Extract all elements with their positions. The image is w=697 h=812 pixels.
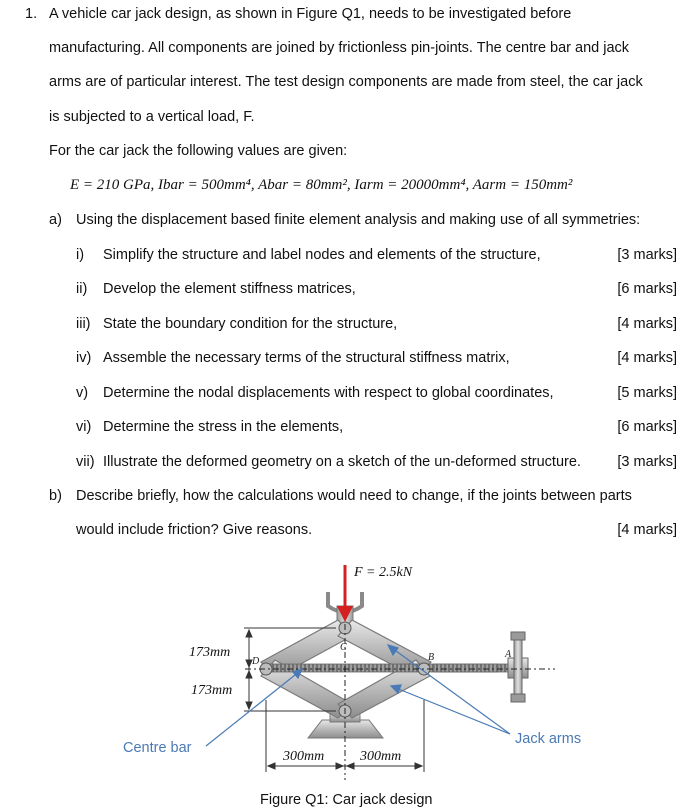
part-b-marks: [4 marks]: [617, 522, 677, 538]
intro-line-4: is subjected to a vertical load, F.: [49, 109, 255, 125]
item-number: ii): [76, 281, 88, 297]
item-marks: [4 marks]: [617, 350, 677, 366]
item-text: Develop the element stiffness matrices,: [103, 281, 356, 297]
item-number: iv): [76, 350, 92, 366]
part-b-label: b): [49, 488, 62, 504]
figure-caption: Figure Q1: Car jack design: [260, 792, 433, 808]
node-label-c: C: [340, 642, 347, 653]
dim-lower: 173mm: [191, 683, 233, 698]
item-text: Simplify the structure and label nodes and elements of the structure,: [103, 247, 541, 263]
item-text: Assemble the necessary terms of the structural stiffness matrix,: [103, 350, 510, 366]
item-marks: [5 marks]: [617, 385, 677, 401]
node-label-a: A: [505, 649, 512, 660]
item-marks: [3 marks]: [617, 454, 677, 470]
callout-centre-bar: Centre bar: [123, 740, 192, 756]
item-text: Illustrate the deformed geometry on a sketch of the un-deformed structure.: [103, 454, 581, 470]
part-a-label: a): [49, 212, 62, 228]
dim-upper: 173mm: [189, 645, 231, 660]
force-label: F = 2.5kN: [354, 565, 413, 580]
part-b-line-1: Describe briefly, how the calculations would need to change, if the joints between parts: [76, 488, 632, 504]
item-marks: [4 marks]: [617, 316, 677, 332]
item-number: iii): [76, 316, 91, 332]
given-heading: For the car jack the following values are given:: [49, 143, 348, 159]
part-a-text: Using the displacement based finite element analysis and making use of all symmetries:: [76, 212, 641, 228]
intro-line-2: manufacturing. All components are joined by frictionless pin-joints. The centre bar and jack: [49, 40, 630, 56]
item-text: Determine the nodal displacements with respect to global coordinates,: [103, 385, 554, 401]
question-number: 1.: [25, 6, 38, 22]
intro-line-1: A vehicle car jack design, as shown in Figure Q1, needs to be investigated before: [49, 6, 572, 22]
item-marks: [3 marks]: [617, 247, 677, 263]
item-number: v): [76, 385, 89, 401]
dim-left: 300mm: [283, 749, 325, 764]
item-number: vii): [76, 454, 95, 470]
node-label-d: D: [252, 656, 260, 667]
given-values: E = 210 GPa, Ibar = 500mm⁴, Abar = 80mm², Iarm = 20000mm⁴, Aarm = 150mm²: [70, 177, 573, 193]
centre-bar: [268, 664, 510, 672]
dim-right: 300mm: [360, 749, 402, 764]
item-marks: [6 marks]: [617, 419, 677, 435]
item-text: Determine the stress in the elements,: [103, 419, 344, 435]
item-text: State the boundary condition for the structure,: [103, 316, 398, 332]
callout-jack-arms: Jack arms: [515, 731, 582, 747]
part-b-line-2: would include friction? Give reasons.: [76, 522, 313, 538]
item-number: i): [76, 247, 85, 263]
node-label-b: B: [428, 652, 435, 663]
crank-handle: [508, 632, 528, 702]
item-number: vi): [76, 419, 92, 435]
intro-line-3: arms are of particular interest. The test design components are made from steel, the car jack: [49, 74, 643, 90]
item-marks: [6 marks]: [617, 281, 677, 297]
